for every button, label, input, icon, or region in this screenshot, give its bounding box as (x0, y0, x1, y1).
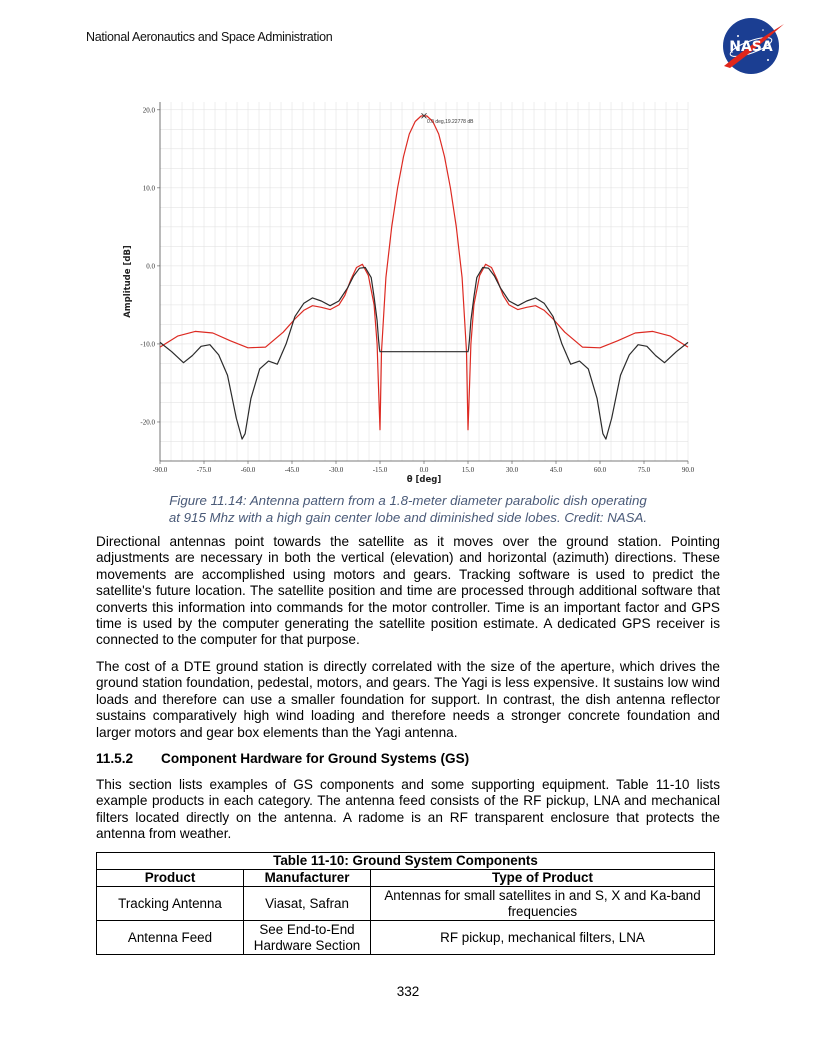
section-title: Component Hardware for Ground Systems (GS) (161, 751, 470, 766)
table-title: Table 11-10: Ground System Components (97, 853, 715, 870)
page-number: 332 (396, 984, 420, 999)
ground-system-table (96, 852, 715, 955)
x-tick-label: 45.0 (549, 466, 563, 474)
x-tick-label: -90.0 (152, 466, 168, 474)
table-header-product: Product (97, 870, 244, 887)
header-organization: National Aeronautics and Space Administration (86, 30, 333, 44)
antenna-pattern-chart (118, 96, 698, 488)
table-header-type: Type of Product (371, 870, 715, 887)
table-cell-product: Tracking Antenna (97, 887, 244, 921)
x-tick-label: -45.0 (284, 466, 300, 474)
y-tick-label: 20.0 (142, 106, 155, 115)
paragraph-directional-antennas: Directional antennas point towards the satellite as it moves over the ground station. Pointing adjustments are necessary in both the vertical (elevation) and horizontal (azimuth) directions. These movements are accomplished using motors and gears. Tracking software is used to predict the satellite's future location. The satellite position and time are processed through additional software that converts this information into commands for the motor controller. Time is an important factor and GPS time is used by the computer generating the satellite position estimate. A dedicated GPS receiver is connected to the computer for that purpose. (96, 534, 720, 648)
table-header-manufacturer: Manufacturer (244, 870, 371, 887)
x-tick-label: 30.0 (505, 466, 519, 474)
y-tick-label: -10.0 (140, 340, 155, 349)
x-tick-label: 90.0 (681, 466, 695, 474)
x-axis-label: θ [deg] (406, 475, 442, 485)
x-tick-label: -60.0 (240, 466, 256, 474)
figure-caption-line2: at 915 Mhz with a high gain center lobe and diminished side lobes. Credit: NASA. (168, 510, 648, 525)
table-cell-product: Antenna Feed (97, 921, 244, 955)
x-tick-label: -15.0 (372, 466, 388, 474)
x-tick-label: -75.0 (196, 466, 212, 474)
table-cell-type: Antennas for small satellites in and S, X and Ka-band frequencies (371, 887, 715, 921)
x-tick-label: 0.0 (419, 466, 429, 474)
peak-annotation: 0.0 deg,19.22778 dB (427, 118, 474, 125)
nasa-logo (718, 16, 786, 76)
table-cell-manufacturer: See End-to-End Hardware Section (244, 921, 371, 955)
nasa-logo-text: NASA (729, 39, 773, 55)
figure-caption (100, 492, 716, 526)
x-tick-label: 15.0 (461, 466, 475, 474)
x-tick-label: -30.0 (328, 466, 344, 474)
section-heading (96, 751, 469, 766)
paragraph-gs-components: This section lists examples of GS components and some supporting equipment. Table 11-10 lists example products in each category. The antenna feed consists of the RF pickup, LNA and mechanical filters located directly on the antenna. A radome is an RF transparent enclosure that protects the antenna from weather. (96, 777, 720, 842)
x-tick-label: 60.0 (593, 466, 607, 474)
y-tick-label: -20.0 (140, 418, 155, 427)
section-number: 11.5.2 (96, 751, 134, 766)
table-row (97, 887, 715, 921)
paragraph-dte-cost: The cost of a DTE ground station is directly correlated with the size of the aperture, which drives the ground station foundation, pedestal, motors, and gears. The Yagi is less expensive. It sustains low wind loads and therefore can use a smaller foundation for support. In contrast, the dish antenna reflector sustains comparatively high wind loading and therefore needs a stronger concrete foundation and larger motors and gear box elements than the Yagi antenna. (96, 659, 720, 740)
y-tick-label: 10.0 (142, 184, 155, 193)
y-axis-label: Amplitude [dB] (123, 245, 133, 318)
figure-caption-line1: Figure 11.14: Antenna pattern from a 1.8-meter diameter parabolic dish operating (169, 493, 647, 508)
table-row (97, 921, 715, 955)
x-tick-label: 75.0 (637, 466, 651, 474)
table-cell-manufacturer: Viasat, Safran (244, 887, 371, 921)
table-cell-type: RF pickup, mechanical filters, LNA (371, 921, 715, 955)
y-tick-label: 0.0 (146, 262, 155, 271)
